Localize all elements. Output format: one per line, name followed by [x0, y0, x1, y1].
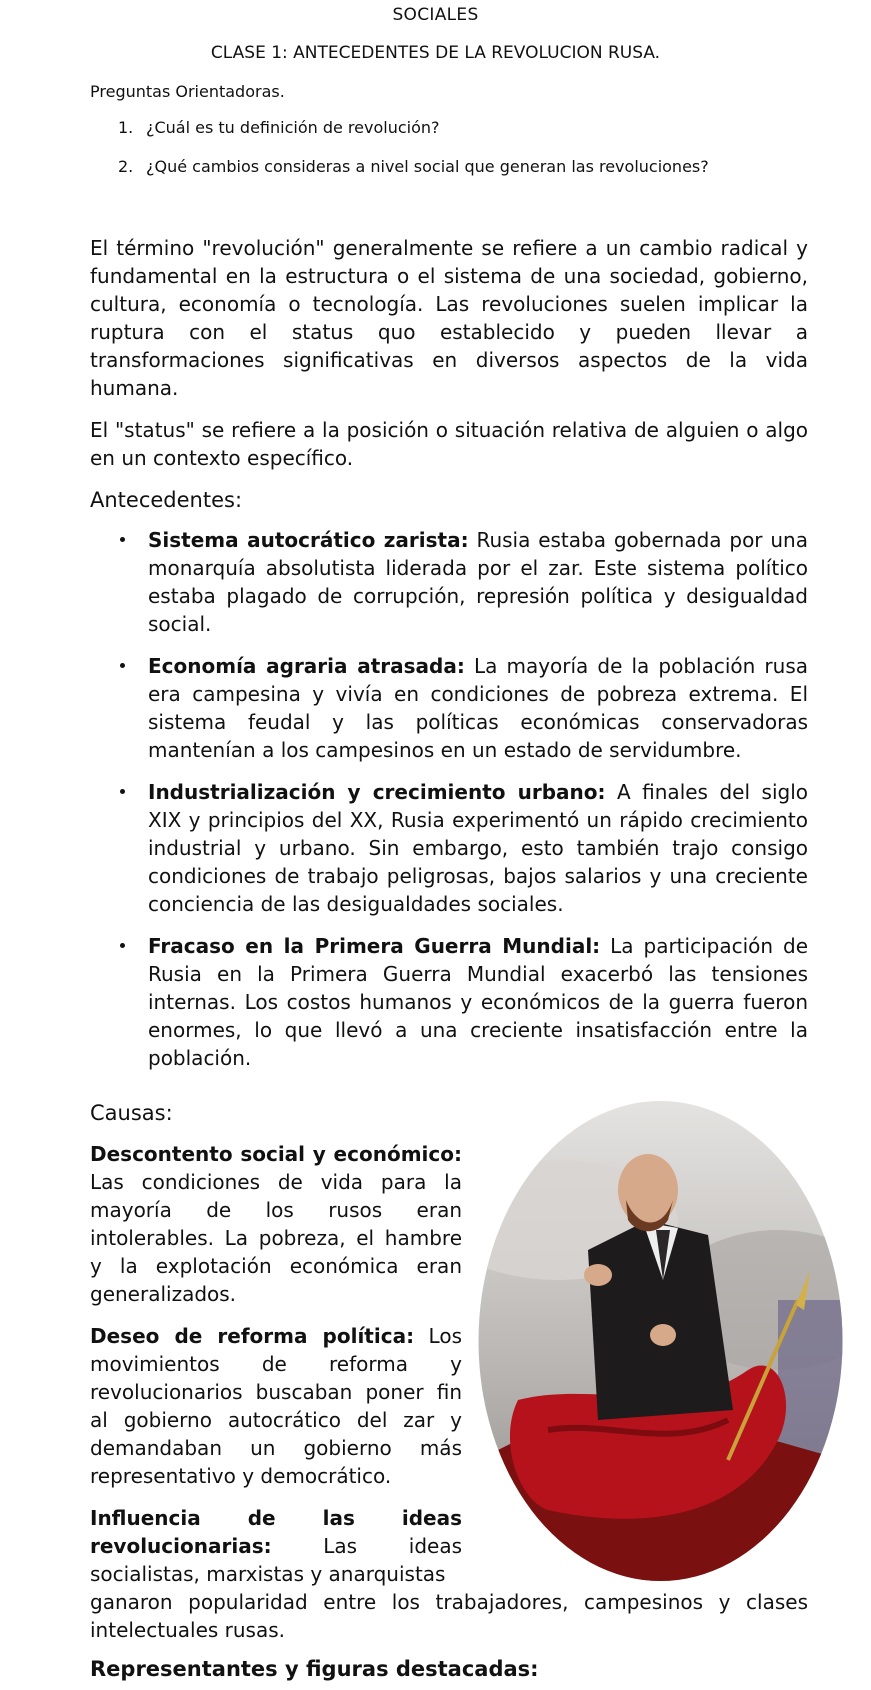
question-item [118, 157, 818, 196]
antecedente-text: Rusia estaba gobernada por una monarquía absolutista liderada por el zar. Este sistema político estaba plagado de corrupción, represión política y desigualdad social. [148, 528, 808, 636]
antecedente-title: Fracaso en la Primera Guerra Mundial: [148, 934, 601, 958]
lesson-title: CLASE 1: ANTECEDENTES DE LA REVOLUCION RUSA. [210, 43, 661, 63]
guide-questions-list [118, 118, 818, 196]
causa-title: Descontento social y económico: [90, 1142, 462, 1166]
question-number: 2. [118, 157, 134, 176]
antecedente-item [90, 932, 808, 1072]
guide-questions-title: Preguntas Orientadoras. [90, 82, 285, 101]
antecedente-text: La participación de Rusia en la Primera Guerra Mundial exacerbó las tensiones internas. Los costos humanos y económicos de la guerra fueron enormes, lo que llevó a una creciente insatisfacción entre la población. [148, 934, 808, 1070]
antecedente-title: Sistema autocrático zarista: [148, 528, 469, 552]
causa-item [90, 1504, 462, 1588]
antecedentes-list [90, 526, 808, 1086]
question-item [118, 118, 818, 157]
causa-title: Influencia de las ideas revolucionarias: [90, 1506, 462, 1558]
antecedente-item [90, 652, 808, 764]
causa-title: Deseo de reforma política: [90, 1324, 415, 1348]
causas-heading: Causas: [90, 1101, 173, 1125]
causa-text: Las condiciones de vida para la mayoría de los rusos eran intolerables. La pobreza, el hambre y la explotación económica eran generalizados. [90, 1170, 462, 1306]
bullet-icon [120, 537, 125, 542]
question-text: ¿Cuál es tu definición de revolución? [146, 118, 440, 137]
antecedente-item [90, 778, 808, 918]
causa-text-continuation: ganaron popularidad entre los trabajadores, campesinos y clases intelectuales rusas. [90, 1590, 808, 1642]
question-text: ¿Qué cambios consideras a nivel social que generan las revoluciones? [146, 157, 709, 176]
antecedentes-heading: Antecedentes: [90, 488, 243, 512]
bullet-icon [120, 943, 125, 948]
antecedente-item [90, 526, 808, 638]
bullet-icon [120, 789, 125, 794]
causa-item [90, 1322, 462, 1490]
causa-text: Los movimientos de reforma y revolucionarios buscaban poner fin al gobierno autocrático del zar y demandaban un gobierno más representativo y democrático. [90, 1324, 462, 1488]
status-definition-paragraph: El "status" se refiere a la posición o situación relativa de alguien o algo en un contexto específico. [90, 418, 808, 470]
causa-text: Las ideas socialistas, marxistas y anarquistas [90, 1534, 462, 1586]
antecedente-title: Industrialización y crecimiento urbano: [148, 780, 606, 804]
revolution-definition-paragraph: El término "revolución" generalmente se refiere a un cambio radical y fundamental en la estructura o el sistema de una sociedad, gobierno, cultura, economía o tecnología. Las revoluciones suelen implicar la ruptura con el status quo establecido y pueden llevar a transformaciones significativas en diversos aspectos de la vida humana. [90, 236, 808, 400]
antecedente-title: Economía agraria atrasada: [148, 654, 465, 678]
antecedente-text: La mayoría de la población rusa era campesina y vivía en condiciones de pobreza extrema. El sistema feudal y las políticas económicas conservadoras mantenían a los campesinos en un estado de servidumbre. [148, 654, 808, 762]
lenin-portrait-image [478, 1100, 843, 1582]
causa-item [90, 1140, 462, 1308]
bullet-icon [120, 663, 125, 668]
antecedente-text: A finales del siglo XIX y principios del XX, Rusia experimentó un rápido crecimiento industrial y urbano. Sin embargo, esto también trajo consigo condiciones de trabajo peligrosas, bajos salarios y una creciente conciencia de las desigualdades sociales. [148, 780, 808, 916]
question-number: 1. [118, 118, 134, 137]
subject-title: SOCIALES [392, 5, 479, 25]
representantes-heading: Representantes y figuras destacadas: [90, 1657, 539, 1681]
